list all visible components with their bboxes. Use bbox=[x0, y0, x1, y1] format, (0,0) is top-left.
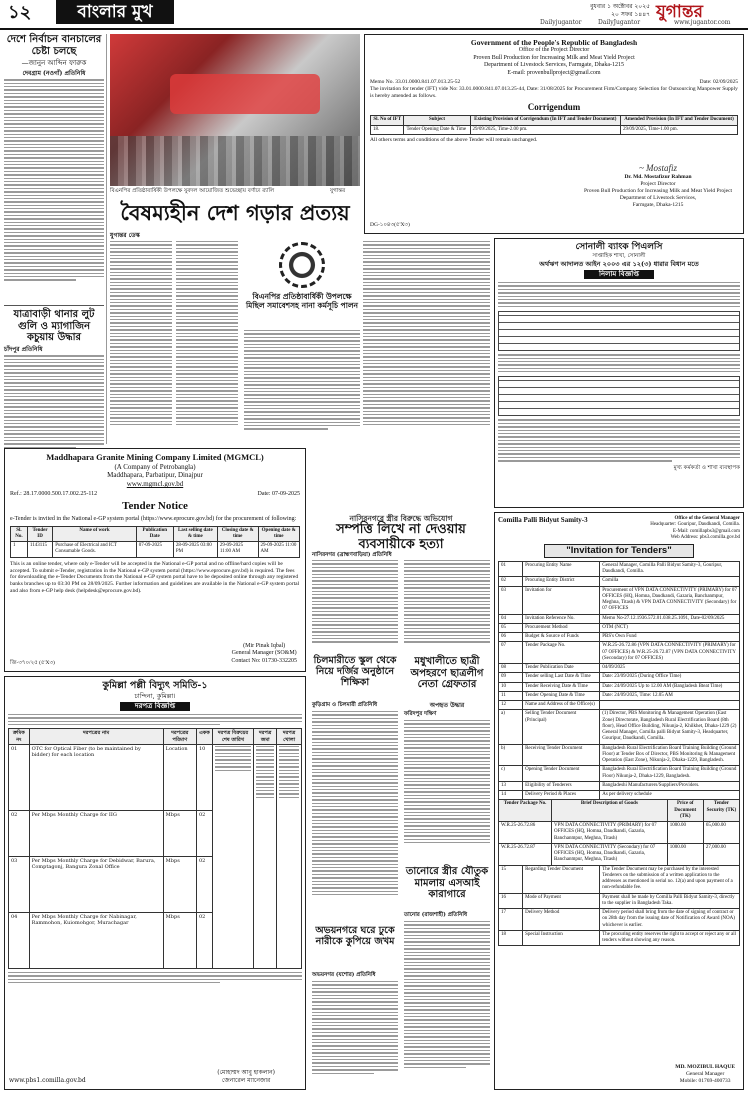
col-qty: দরপত্রের পরিমাণ bbox=[163, 729, 196, 745]
table-row bbox=[499, 633, 740, 642]
section-title: বাংলার মুখ bbox=[56, 0, 174, 24]
comilla-bn-ad bbox=[4, 676, 306, 1090]
table-row bbox=[371, 125, 738, 134]
column-header: Price of Document (TK) bbox=[667, 800, 703, 822]
gov-col-existing: Existing Provision of Corrigendum (In IFT and Tender Document) bbox=[470, 116, 620, 125]
col-opening: Opening date & time bbox=[258, 526, 299, 542]
cell: As per delivery schedule bbox=[600, 791, 740, 800]
cell: 09 bbox=[499, 673, 523, 682]
table-row bbox=[499, 577, 740, 586]
sonali-branch: সাপ্তাহিক শাখা, সোনালী bbox=[592, 253, 646, 260]
gov-signer-title: Project Director bbox=[640, 181, 676, 188]
cell: 05 bbox=[499, 623, 523, 632]
cell: 02 bbox=[196, 856, 212, 912]
story2-dateline: চাঁদপুর প্রতিনিধি bbox=[4, 345, 43, 353]
table-row bbox=[499, 691, 740, 700]
table-row bbox=[499, 642, 740, 664]
cell: 18. bbox=[371, 125, 404, 134]
table-row bbox=[499, 701, 740, 710]
story2-sub: অপহৃত উদ্ধার bbox=[429, 702, 465, 709]
table-row bbox=[499, 682, 740, 691]
granite-intro: e-Tender is invited in the National e-GP system portal (https://www.eprocure.gov.bd) for the procurement of following: bbox=[10, 516, 297, 523]
col-tender-id: Tender ID bbox=[27, 526, 52, 542]
comilla3-tail-table bbox=[498, 865, 740, 947]
story4-dateline: তানোর (রাজশাহী) প্রতিনিধি bbox=[404, 912, 468, 918]
table-row bbox=[499, 865, 740, 893]
story5-headline[interactable]: অভয়নগরে ঘরে ঢুকে নারীকে কুপিয়ে জখম bbox=[315, 925, 395, 947]
story2-body bbox=[404, 720, 490, 860]
comilla-bn-web[interactable]: www.pbs1.comilla.gov.bd bbox=[9, 1076, 86, 1084]
comilla3-mobile: Mobile: 01769-400733 bbox=[679, 1078, 731, 1085]
cell: 29-09-2025 11:00 AM bbox=[217, 542, 258, 558]
cell: 01 bbox=[9, 744, 30, 810]
left-column bbox=[4, 34, 104, 444]
cell: 04 bbox=[9, 912, 30, 968]
column-divider bbox=[106, 34, 107, 444]
cell: Delivery Method bbox=[523, 909, 600, 931]
story-kicker: নাসিরনগরে স্ত্রীর বিরুদ্ধে অভিযোগ bbox=[349, 514, 453, 523]
cell: Per Mbps Monthly Charge for IIG bbox=[29, 810, 163, 856]
cell: W.R.25-26.72.87 bbox=[499, 843, 552, 865]
column-header: Tender Package No. bbox=[499, 800, 552, 822]
cell: 11 bbox=[499, 691, 523, 700]
granite-web[interactable]: www.mgmcl.gov.bd bbox=[126, 480, 184, 489]
rally-photo bbox=[110, 34, 360, 186]
cell: Selling Tender Document (Principal) bbox=[523, 710, 600, 744]
cell: 1 bbox=[11, 542, 28, 558]
cell: 07-09-2025 bbox=[136, 542, 173, 558]
gov-project: Proven Bull Production for Increasing Milk and Meat Yield Project bbox=[473, 54, 635, 61]
cell: 10 bbox=[499, 682, 523, 691]
comilla3-email[interactable]: E-Mail: comillapbs3@gmail.com bbox=[672, 528, 740, 534]
story3-body bbox=[312, 711, 398, 921]
cell: Procurement of VPN DATA CONNECTIVITY (PRIMARY) for 07 OFFICES (HQ, Homna, Daudkandi, Gazaria, Banchanmpur, Meghna, Titash) & VPN DATA CONNECTIVITY (Secondary) for 07 OFFICES bbox=[600, 586, 740, 614]
table-row bbox=[499, 586, 740, 614]
comilla-bn-sub: চান্দিনা, কুমিল্লা। bbox=[134, 691, 176, 700]
sonali-ad bbox=[494, 238, 744, 508]
cell: 08 bbox=[499, 664, 523, 673]
cell: Special Instruction bbox=[523, 930, 600, 946]
cell: Invitation for bbox=[523, 586, 600, 614]
cell: 29-09-2025 11:00 AM bbox=[258, 542, 299, 558]
cell: 16 bbox=[499, 893, 523, 909]
cell: 02 bbox=[499, 577, 523, 586]
cell: Budget & Source of Funds bbox=[523, 633, 600, 642]
main-body-col2 bbox=[176, 241, 238, 441]
sonali-body2 bbox=[498, 354, 740, 372]
story-headline[interactable]: দেশে নির্বাচন বানচালের চেষ্টা চলছে bbox=[6, 34, 102, 57]
granite-addr: Maddhapara, Parbatipur, Dinajpur bbox=[107, 471, 203, 480]
gov-office: Office of the Project Director bbox=[518, 47, 590, 54]
story2-dateline: ফরিদপুর দক্ষিণ bbox=[404, 711, 437, 717]
social-website[interactable]: www.jugantor.com bbox=[674, 19, 731, 26]
gov-col-sl: Sl. No of IFT bbox=[371, 116, 404, 125]
photo-credit: যুগান্তর bbox=[330, 188, 346, 194]
table-row bbox=[9, 744, 302, 810]
comilla3-addr: Headquarter: Gouripur, Daudkandi, Comilla. bbox=[650, 522, 740, 528]
sonali-footer: মুখ্য কর্মকর্তা ও শাখা ব্যবস্থাপক bbox=[673, 464, 740, 471]
cell: 12 bbox=[499, 701, 523, 710]
cell bbox=[212, 744, 253, 968]
table-row bbox=[499, 664, 740, 673]
table-header bbox=[499, 800, 740, 822]
comilla3-signer-title: General Manager bbox=[685, 1071, 725, 1078]
granite-ad bbox=[4, 448, 306, 672]
granite-sub: (A Company of Petrobangla) bbox=[114, 462, 196, 471]
cell: 29/09/2025, Time-1.00 pm. bbox=[621, 125, 738, 134]
gov-signer-project: Proven Bull Production for Increasing Milk and Meat Yield Project bbox=[583, 188, 733, 194]
table-row bbox=[499, 561, 740, 577]
gov-signer-dept: Department of Livestock Services, bbox=[619, 194, 697, 201]
col-submit: দরপত্র জমা bbox=[254, 729, 277, 745]
sonali-body3 bbox=[498, 419, 740, 461]
mid-story-1 bbox=[312, 514, 490, 553]
story-body bbox=[4, 79, 104, 299]
cell bbox=[254, 744, 277, 968]
story-byline: —জানুন আব্দিন ফারুক bbox=[21, 59, 87, 67]
cell: 1000.00 bbox=[667, 822, 703, 844]
cell: Receiving Tender Document bbox=[523, 744, 600, 766]
granite-date: Date: 07-09-2025 bbox=[257, 490, 300, 497]
social-twitter[interactable]: DailyJugantor bbox=[598, 19, 641, 26]
cell: Purchase of Electrical and ICT Consumable Goods. bbox=[53, 542, 136, 558]
cell: Name and Address of the Office(s) bbox=[523, 701, 600, 710]
gov-corrigendum: Corrigendum bbox=[527, 102, 581, 112]
logo: যুগান্তর bbox=[656, 2, 703, 22]
cell: Date: 23/09/2025 (During Office Time) bbox=[600, 673, 740, 682]
sonali-table-2 bbox=[498, 376, 740, 416]
table-row bbox=[499, 843, 740, 865]
col-name: Name of work bbox=[53, 526, 136, 542]
story2-body bbox=[4, 355, 104, 448]
table-row bbox=[11, 542, 300, 558]
cell: (1) Director, PBS Monitoring & Management Operation (East Zone) Directorate, Bangladesh Rural Electrification Board (8th floor), Head Office Building, Nikunja-2, Khilkhet, Dhaka-1229 (2) General Manager, Comilla palli Bidyut Samity-3, Headquarter, Gouripur, Daudkandi, Comilla. bbox=[600, 710, 740, 744]
cell: 02 bbox=[9, 810, 30, 856]
gov-dept: Department of Livestock Services, Farmgate, Dhaka-1215 bbox=[483, 62, 625, 69]
col-unit: একক bbox=[196, 729, 212, 745]
cell: Tender selling Last Date & Time bbox=[523, 673, 600, 682]
granite-signer: (Mir Pinak Iqbal) bbox=[243, 642, 286, 649]
table-row bbox=[499, 614, 740, 623]
cell: 01 bbox=[499, 561, 523, 577]
cell: Procuring Entity District bbox=[523, 577, 600, 586]
main-body-col4 bbox=[363, 241, 490, 441]
cell: The Tender Document may be purchased by the interested Tenderers on the submission of a written application to the addresses as mentioned in serial no. 12(a) and upon payment of a non-refundable fee. bbox=[600, 865, 740, 893]
cell: 18 bbox=[499, 930, 523, 946]
cell: 27,000.00 bbox=[703, 843, 739, 865]
main-body-col1 bbox=[110, 241, 172, 441]
comilla3-office-block bbox=[650, 516, 740, 541]
cell: Tender Opening Date & Time bbox=[404, 125, 470, 134]
col-name: দরপত্রের নাম bbox=[29, 729, 163, 745]
cell: 07 bbox=[499, 642, 523, 664]
col-closing: Closing date & time bbox=[217, 526, 258, 542]
story-dateline: নাসিরনগর (ব্রাহ্মণবাড়িয়া) প্রতিনিধি bbox=[312, 552, 392, 558]
cell: 1000.00 bbox=[667, 843, 703, 865]
col-last-date: দরপত্র বিক্রয়ের শেষ তারিখ bbox=[212, 729, 253, 745]
gear-emblem-icon bbox=[279, 242, 325, 288]
comilla-bn-notice: দরপত্র বিজ্ঞপ্তি bbox=[120, 702, 190, 711]
cell: Per Mbps Monthly Charge for Nabinagar, Rammohon, Kuiomohgor, Murachagar bbox=[29, 912, 163, 968]
table-row bbox=[499, 930, 740, 946]
comilla3-signer: MD. MOZIBUL HAQUE bbox=[675, 1064, 735, 1071]
col-open: দরপত্র খোলা bbox=[277, 729, 302, 745]
cell: 04 bbox=[499, 614, 523, 623]
story-headline[interactable]: সম্পত্তি লিখে না দেওয়ায় ব্যবসায়ীকে হত্যা bbox=[336, 522, 466, 553]
cell: Invitation Reference No. bbox=[523, 614, 600, 623]
story-body-col2 bbox=[404, 560, 490, 650]
cell: 02 bbox=[196, 912, 212, 968]
cell: 13 bbox=[499, 781, 523, 790]
sonali-title: নিলাম বিজ্ঞপ্তি bbox=[584, 270, 654, 279]
col-last-selling: Last selling date & time bbox=[173, 526, 217, 542]
comilla-bn-intro bbox=[8, 714, 302, 726]
cell: The procuring entity reserves the right to accept or reject any or all tenders without showing any reason. bbox=[600, 930, 740, 946]
comilla-bn-signer: (মোহাম্মদ আবু হাকলান) bbox=[217, 1069, 275, 1076]
story2-headline[interactable]: যাত্রাবাড়ী থানার লুট গুলি ও ম্যাগাজিন কচুয়ায় উদ্ধার bbox=[4, 305, 104, 344]
comilla3-office: Office of the General Manager bbox=[674, 516, 740, 521]
cell: Mbps bbox=[163, 912, 196, 968]
sonali-bank: সোনালী ব্যাংক পিএলসি bbox=[575, 242, 663, 252]
cell bbox=[277, 744, 302, 968]
gov-ad bbox=[364, 34, 744, 234]
cell: Mbps bbox=[163, 856, 196, 912]
gov-date: Date: 02/09/2025 bbox=[699, 79, 738, 86]
comilla-bn-terms bbox=[8, 972, 302, 984]
social-facebook[interactable]: Dailyjugantor bbox=[540, 19, 582, 26]
cell: W.R.25-26.72.86 (VPN DATA CONNECTIVITY (PRIMARY) for 07 OFFICES) & W.R.25-26.72.87 (VPN DATA CONNECTIVITY (Secondary) for 07 OFFICES) bbox=[600, 642, 740, 664]
comilla-bn-signer-title: জেনারেল ম্যানেজার bbox=[221, 1076, 271, 1084]
emblem-caption[interactable]: বিএনপির প্রতিষ্ঠাবার্ষিকী উপলক্ষে মিছিল সমাবেশসহ নানা কর্মসূচি পালন bbox=[245, 292, 359, 311]
cell: VPN DATA CONNECTIVITY (Secondary) for 07 OFFICES (HQ, Homna, Daudkandi, Gazaria, Banchanmpur, Meghna, Titash) bbox=[552, 843, 668, 865]
granite-notice: Tender Notice bbox=[122, 500, 188, 513]
gov-col-amended: Amended Provision (In IFT and Tender Document) bbox=[621, 116, 738, 125]
story-body bbox=[312, 560, 398, 650]
cell: 04/09/2025 bbox=[600, 664, 740, 673]
story3-headline[interactable]: চিলমারীতে স্কুল থেকে নিয়ে দর্জির অনুষ্ঠানে শিক্ষিকা bbox=[313, 655, 397, 688]
granite-ref: Ref.: 28.17.0000.500.17.002.25-112 bbox=[10, 490, 98, 497]
cell: 03 bbox=[9, 856, 30, 912]
gov-title: Government of the People's Republic of Bangladesh bbox=[470, 38, 638, 47]
cell: Regarding Tender Document bbox=[523, 865, 600, 893]
cell: Procurement Method bbox=[523, 623, 600, 632]
cell: 10 bbox=[196, 744, 212, 810]
cell: 06 bbox=[499, 633, 523, 642]
story-dateline: দেবগ্রাম (নওগাঁ) প্রতিনিধি bbox=[22, 69, 86, 77]
crowd-shape bbox=[110, 136, 360, 186]
comilla-bn-signature bbox=[217, 1069, 275, 1084]
dateline-hijri: ২০ সফর ১৪৪৭ bbox=[611, 10, 650, 18]
table-row bbox=[499, 893, 740, 909]
cell: c) bbox=[499, 766, 523, 782]
granite-body: This is an online tender, where only e-Tender will be accepted in the National e-GP portal and no offline/hard copies will be accepted. To submit e-Tender, registration in the National e-GP system portal (https://www.eprocure.gov.bd) is required. The fees for downloading the e-Tender Documents from the National e-GP system portal have to be deposited online through any registered banks branches up to 03:30 PM on 28/09/2025. Further information and guidelines are available in the National e-GP system portal and also from e-GP help desk (helpdesk@eprocure.gov.bd). bbox=[10, 560, 300, 595]
cell: Bangladesh Rural Electrification Board Training Building (Ground Floor) Nikunja-2, Dhaka-1229, Bangladesh. bbox=[600, 766, 740, 782]
cell: Bangladeshi Manufacturers/Suppliers/Providers. bbox=[600, 781, 740, 790]
table-row bbox=[499, 710, 740, 744]
cell: VPN DATA CONNECTIVITY (PRIMARY) for 07 OFFICES (HQ, Homna, Daudkandi, Gazaria, Banchanmpur, Meghna, Titash) bbox=[552, 822, 668, 844]
granite-title: Maddhapara Granite Mining Company Limited (MGMCL) bbox=[46, 452, 264, 462]
gov-ref: DG-১০৪৩(৫'X৩) bbox=[370, 222, 410, 229]
cell: Mbps bbox=[163, 810, 196, 856]
cell: 29/09/2025, Time-2.00 pm. bbox=[470, 125, 620, 134]
story4-headline[interactable]: তানোরে স্ত্রীর যৌতুক মামলায় এসআই কারাগারে bbox=[405, 866, 489, 900]
cell: 65,000.00 bbox=[703, 822, 739, 844]
granite-code: জি-৩৭০/২৫ (৫'X৩) bbox=[10, 660, 55, 667]
table-row bbox=[499, 673, 740, 682]
cell: Procuring Entity Name bbox=[523, 561, 600, 577]
cell: Tender Publication Date bbox=[523, 664, 600, 673]
comilla-bn-table bbox=[8, 728, 302, 969]
cell: Payment shall be made by Comilla Palli Bidyut Samity-3, directly to the supplier in Bangladesh Taka. bbox=[600, 893, 740, 909]
comilla3-table bbox=[498, 561, 740, 801]
cell: Tender Opening Date & Time bbox=[523, 691, 600, 700]
gov-signer-addr: Farmgate, Dhaka-1215 bbox=[632, 201, 684, 208]
gov-signer: Dr. Md. Mostafizur Rahman bbox=[624, 174, 692, 181]
cell: a) bbox=[499, 710, 523, 744]
sonali-sub: অর্থঋণ আদালত আইন ২০০৩ এর ১২(৩) ধারার বিধান মতে bbox=[539, 260, 699, 269]
table-row bbox=[499, 623, 740, 632]
col-publication: Publication Date bbox=[136, 526, 173, 542]
column-header: Brief Description of Goods bbox=[552, 800, 668, 822]
cell: 02 bbox=[196, 810, 212, 856]
granite-contact: Contact No: 01730-332205 bbox=[231, 657, 297, 664]
column-header: Tender Security (TK) bbox=[703, 800, 739, 822]
gov-signature-block bbox=[583, 163, 733, 209]
granite-signature bbox=[231, 643, 297, 666]
sonali-table-1 bbox=[498, 311, 740, 351]
main-body-col3 bbox=[244, 330, 360, 440]
dateline-date: বুধবার ১ অক্টোবর ২০২৫ bbox=[590, 3, 650, 10]
comilla3-pkg-table bbox=[498, 799, 740, 865]
comilla3-banner: "Invitation for Tenders" bbox=[544, 544, 694, 558]
cell: 14 bbox=[499, 791, 523, 800]
story5-body bbox=[312, 981, 398, 1089]
dateline bbox=[560, 3, 650, 18]
banner-shape bbox=[170, 74, 320, 114]
cell: 17 bbox=[499, 909, 523, 931]
page-number: ১২ bbox=[8, 2, 32, 23]
cell: 03 bbox=[499, 586, 523, 614]
cell: Eligibility of Tenderers bbox=[523, 781, 600, 790]
cell: 28-09-2025 03:00 PM bbox=[173, 542, 217, 558]
signature-mark: ~ Mostafiz bbox=[638, 163, 678, 173]
cell: Tender Receiving Date & Time bbox=[523, 682, 600, 691]
main-desk: যুগান্তর ডেস্ক bbox=[110, 232, 140, 239]
photo-caption: বিএনপির প্রতিষ্ঠাবার্ষিকী উপলক্ষে যুবদল আয়োজিত শুভেচ্ছায় বর্ণাঢ্য র‍্যালি bbox=[110, 188, 275, 194]
cell: Delivery period shall bring from the date of signing of contract or on 28th day from the issuing date of Notification of Award (NOA) whichever is earlier. bbox=[600, 909, 740, 931]
table-row bbox=[499, 744, 740, 766]
col-sl: ক্রমিক নং bbox=[9, 729, 30, 745]
comilla3-ad bbox=[494, 512, 744, 1090]
comilla3-org: Comilla Palli Bidyut Samity-3 bbox=[498, 516, 588, 524]
comilla-bn-title: কুমিল্লা পল্লী বিদ্যুৎ সমিতি-১ bbox=[102, 680, 208, 691]
cell: Date: 24/09/2025 Up to 12.00 AM (Bangladesh Bteat Time) bbox=[600, 682, 740, 691]
gov-memo: Memo No. 33.01.0000.841.07.013.25-52 bbox=[370, 79, 461, 86]
cell: Opening Tender Document bbox=[523, 766, 600, 782]
sonali-body bbox=[498, 282, 740, 307]
table-row bbox=[499, 781, 740, 790]
cell: PBS's Own Fund bbox=[600, 633, 740, 642]
cell: W.R.25-26.72.86 bbox=[499, 822, 552, 844]
table-row bbox=[499, 822, 740, 844]
cell: Mode of Payment bbox=[523, 893, 600, 909]
cell: Delivery Period & Places bbox=[523, 791, 600, 800]
col-sl: Sl. No. bbox=[11, 526, 28, 542]
cell: Date: 24/09/2025, Time: 12.05 AM bbox=[600, 691, 740, 700]
gov-table bbox=[370, 115, 738, 135]
story5-dateline: অভয়নগর (যশোর) প্রতিনিধি bbox=[312, 972, 376, 978]
table-row bbox=[499, 766, 740, 782]
cell: Tender Package No. bbox=[523, 642, 600, 664]
main-headline[interactable]: বৈষম্যহীন দেশ গড়ার প্রত্যয় bbox=[120, 201, 350, 225]
story2-headline[interactable]: মধুখালীতে ছাত্রী অপহরণে ছাত্রলীগ নেতা গ্রেফতার bbox=[410, 656, 484, 690]
granite-signer-title: General Manager (SO&M) bbox=[231, 650, 297, 656]
cell: 1143115 bbox=[27, 542, 52, 558]
comilla3-signature bbox=[675, 1064, 735, 1085]
cell: Per Mbps Monthly Charge for Debidwar, Barura, Comptagonj, Bangura Zonal Office bbox=[29, 856, 163, 912]
story4-body bbox=[404, 921, 490, 1089]
cell: General Manager, Comilla Palli Bidyut Samity-3, Gouripur, Daudkandi, Comilla. bbox=[600, 561, 740, 577]
cell: b) bbox=[499, 744, 523, 766]
cell: Location bbox=[163, 744, 196, 810]
cell: Memo No-27.12.1936.572.01.038.25.1091, Date-02/09/2025 bbox=[600, 614, 740, 623]
granite-table bbox=[10, 526, 300, 558]
story3-dateline: কুড়িগ্রাম ও চিলমারী প্রতিনিধি bbox=[312, 702, 378, 708]
gov-footer: All others terms and conditions of the above Tender will remain unchanged. bbox=[370, 136, 538, 143]
masthead bbox=[0, 0, 748, 30]
gov-invitation: The invitation for tender (IFT) vide No: 33.01.0000.841.07.013.25-44, Date: 31/08/2025 for Procurement Firm/Company Selection for Outsourcing Manpower Supply is hereby amended as follows. bbox=[370, 86, 738, 100]
gov-col-subject: Subject bbox=[404, 116, 470, 125]
cell: Bangladesh Rural Electrification Board Training Building (Ground Floor) at Tender Box of Director, PBS Monitoring & Management Operation (East Zone), Nikunja-2, Dhaka-1229, Bangladesh. bbox=[600, 744, 740, 766]
cell: Comilla bbox=[600, 577, 740, 586]
comilla3-web[interactable]: Web Address: pbs3.comilla.gov.bd bbox=[670, 534, 740, 540]
cell: OTC for Optical Fiber (to be maintained by bidder) for each location bbox=[29, 744, 163, 810]
cell: 15 bbox=[499, 865, 523, 893]
cell bbox=[600, 701, 740, 710]
gov-email[interactable]: E-mail: provenbullproject@gmail.com bbox=[507, 69, 601, 76]
table-row bbox=[499, 909, 740, 931]
cell: OTM (NCT) bbox=[600, 623, 740, 632]
